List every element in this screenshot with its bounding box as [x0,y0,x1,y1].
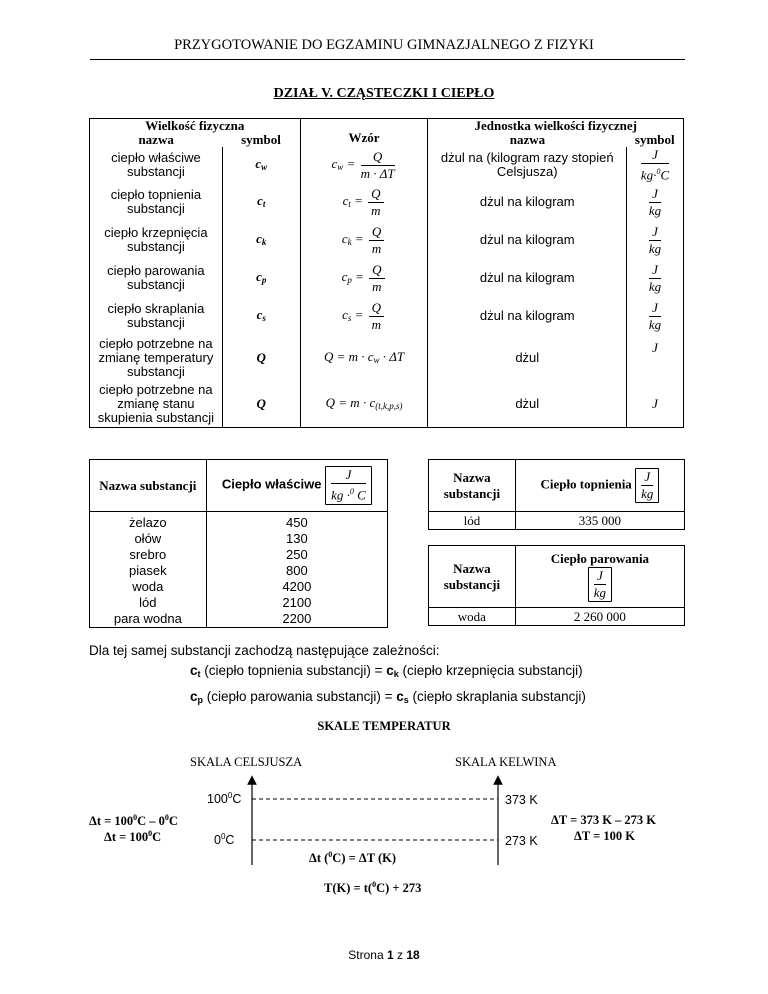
col-specific-heat: Ciepło właściwe $\frac{J}{kg \cdot^0 C}$ [206,460,387,512]
substance-name: lód [429,512,516,530]
col-formula: Wzór [300,119,428,148]
row-unit-symbol: J [627,335,684,381]
substance-value: 130 [206,531,387,547]
kelvin-diff-eq: ΔT = 373 K – 273 K [551,813,657,827]
col-symbol: symbol [222,133,300,147]
relation-vaporization: $c_p$ (ciepło parowania substancji) = $c_s$ (ciepło skraplania substancji) [190,689,586,705]
kelvin-diff-result: ΔT = 100 K [574,829,635,843]
table-row [90,335,684,381]
row-name: ciepło topnienia substancji [90,183,223,221]
section-title: DZIAŁ V. CZĄSTECZKI I CIEPŁO [273,86,495,101]
table-row [90,221,684,259]
row-name: ciepło skraplania substancji [90,297,223,335]
row-symbol: $c_s$ [222,297,300,335]
col-quantity: Wielkość fizyczna [90,119,301,134]
col-substance-name: Nazwa substancji [90,460,207,512]
kelvin-label: SKALA KELWINA [455,755,557,769]
celsius-diff-eq: $\Delta t = 100^0C - 0^0C$ [89,813,178,829]
delta-equivalence: Δt ($^0$C) = ΔT (K) [309,850,396,866]
formula-vaporization: $c_p$ = $\frac{Q}{m}$ [300,259,428,297]
physical-quantities-table [89,118,684,428]
row-name: ciepło potrzebne na zmianę temperatury substancji [90,335,223,381]
conversion-formula: T(K) = t($^0$C) + 273 [324,880,422,896]
kelvin-273-label: 273 K [505,834,538,848]
row-unit-name: dżul na kilogram [428,221,627,259]
table-row [90,259,684,297]
relations-intro: Dla tej samej substancji zachodzą następujące zależności: [89,643,440,658]
substance-value: 2200 [206,611,387,628]
substance-name: woda [429,608,516,626]
row-symbol: $c_t$ [222,183,300,221]
substance-value: 800 [206,563,387,579]
substance-name: srebro [90,547,207,563]
row-name: ciepło potrzebne na zmianę stanu skupienia substancji [90,381,223,427]
substance-name: lód [90,595,207,611]
row-name: ciepło właściwe substancji [90,147,223,183]
row-unit-name: dżul na (kilogram razy stopień Celsjusza) [428,147,627,183]
unit-symbol: $\frac{J}{kg}$ [627,183,684,221]
unit-symbol: $\frac{J}{kg\cdot^0C}$ [627,147,684,183]
celsius-label: SKALA CELSJUSZA [190,755,303,769]
row-symbol: $c_w$ [222,147,300,183]
unit-symbol: $\frac{J}{kg}$ [627,221,684,259]
formula-heat-state: $Q = m \cdot c_{(t,k,p,s)}$ [300,381,428,427]
row-unit-name: dżul na kilogram [428,259,627,297]
row-unit-name: dżul [428,335,627,381]
substance-name: piasek [90,563,207,579]
page-footer: Strona 1 z 18 [348,948,420,962]
substance-name: woda [90,579,207,595]
col-substance-name: Nazwa substancji [429,546,516,608]
col-melting-heat: Ciepło topnienia $\frac{J}{kg}$ [515,460,684,512]
col-unit-name: nazwa [428,133,627,147]
formula-specific-heat: $c_w$ = $\frac{Q}{m \cdot \Delta T}$ [300,147,428,183]
table-row [90,183,684,221]
substance-value: 4200 [206,579,387,595]
substance-value: 2100 [206,595,387,611]
col-name: nazwa [90,133,223,147]
row-symbol: $c_k$ [222,221,300,259]
celsius-diff-result: $\Delta t = 100^0C$ [104,829,162,845]
row-symbol: $c_p$ [222,259,300,297]
row-symbol: Q [222,335,300,381]
formula-heat-temp: $Q = m \cdot c_w \cdot \Delta T$ [300,335,428,381]
col-unit-symbol: symbol [627,133,684,147]
specific-heat-table [89,459,388,628]
substance-value: 450 [206,512,387,532]
melting-heat-table [428,459,685,530]
formula-solidification: $c_k$ = $\frac{Q}{m}$ [300,221,428,259]
substance-value: 335 000 [515,512,684,530]
scales-title: SKALE TEMPERATUR [317,719,451,733]
table-row [90,147,684,183]
row-unit-name: dżul [428,381,627,427]
header-divider [90,59,685,60]
relation-melting: $c_t$ (ciepło topnienia substancji) = $c_k$ (ciepło krzepnięcia substancji) [190,663,583,679]
celsius-0-label: $0^0C$ [214,832,235,848]
page-header: PRZYGOTOWANIE DO EGZAMINU GIMNAZJALNEGO Z FIZYKI [174,37,594,53]
table-row [90,381,684,427]
table-row [90,297,684,335]
col-vapor-heat: Ciepło parowania $\frac{J}{kg}$ [515,546,684,608]
row-unit-symbol: J [627,381,684,427]
substance-value: 250 [206,547,387,563]
row-symbol: Q [222,381,300,427]
substance-value: 2 260 000 [515,608,684,626]
kelvin-373-label: 373 K [505,793,538,807]
col-substance-name: Nazwa substancji [429,460,516,512]
unit-symbol: $\frac{J}{kg}$ [627,259,684,297]
col-unit: Jednostka wielkości fizycznej [428,119,684,134]
formula-condensation: $c_s$ = $\frac{Q}{m}$ [300,297,428,335]
unit-symbol: $\frac{J}{kg}$ [627,297,684,335]
substance-name: ołów [90,531,207,547]
formula-melting: $c_t$ = $\frac{Q}{m}$ [300,183,428,221]
celsius-100-label: $100^0C$ [207,791,242,807]
row-name: ciepło krzepnięcia substancji [90,221,223,259]
row-unit-name: dżul na kilogram [428,297,627,335]
vaporization-heat-table [428,545,685,626]
row-name: ciepło parowania substancji [90,259,223,297]
substance-name: para wodna [90,611,207,628]
substance-name: żelazo [90,512,207,532]
row-unit-name: dżul na kilogram [428,183,627,221]
